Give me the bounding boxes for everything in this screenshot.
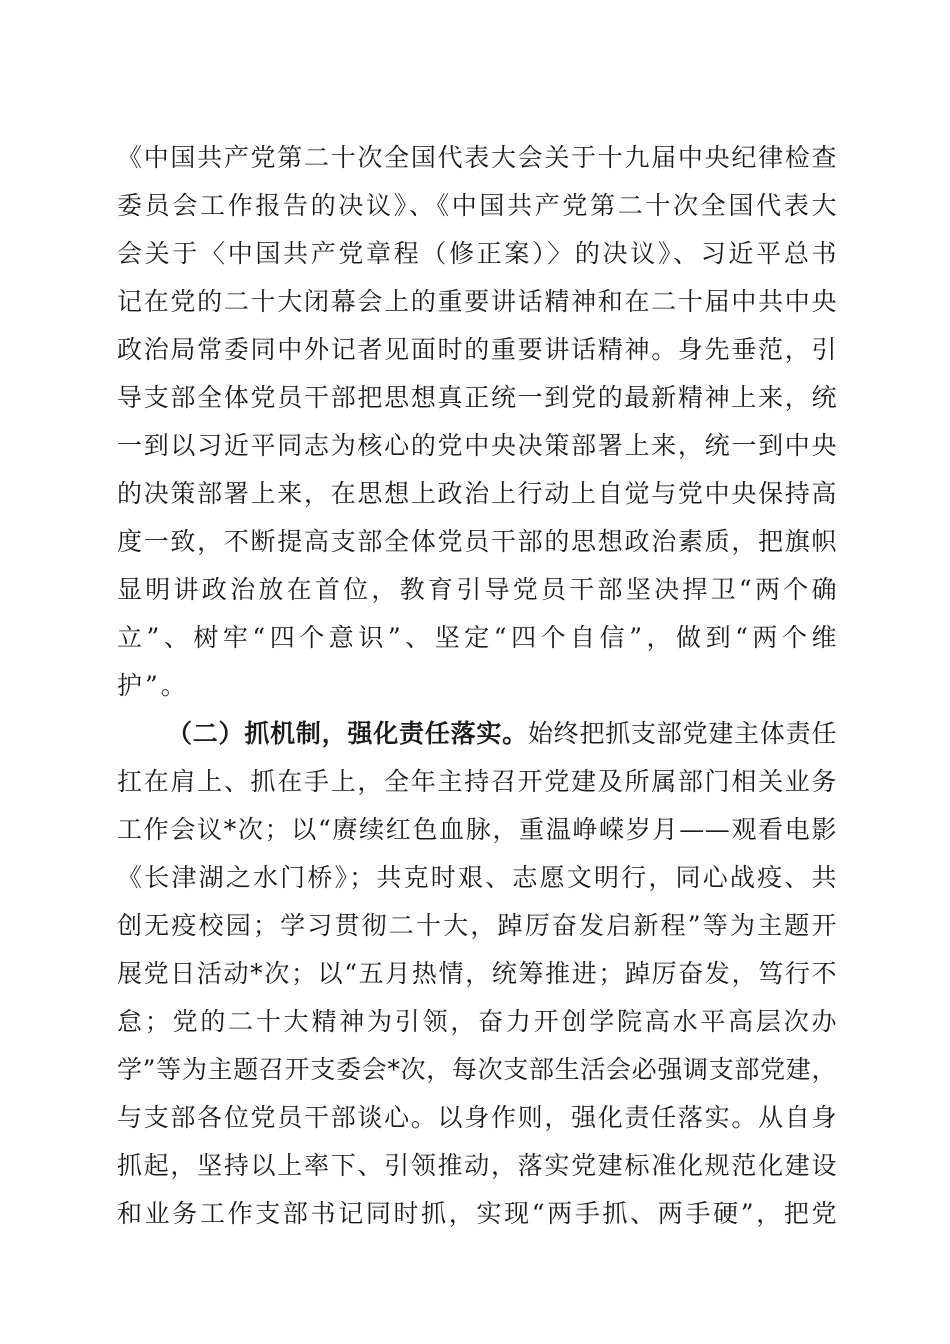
paragraph-line: 怠；党的二十大精神为引领，奋力开创学院高水平高层次办	[117, 1007, 837, 1036]
paragraph-line: 护”。	[117, 671, 189, 700]
section-heading-text: 始终把抓支部党建主体责任	[527, 719, 837, 748]
paragraph-line: 度一致，不断提高支部全体党员干部的思想政治素质，把旗帜	[117, 527, 837, 556]
paragraph-line: 抓起，坚持以上率下、引领推动，落实党建标准化规范化建设	[117, 1151, 837, 1180]
paragraph-line: 政治局常委同中外记者见面时的重要讲话精神。身先垂范，引	[117, 335, 837, 364]
paragraph-line: 学”等为主题召开支委会*次，每次支部生活会必强调支部党建，	[117, 1055, 837, 1084]
paragraph-line: 委员会工作报告的决议》、《中国共产党第二十次全国代表大	[117, 191, 837, 220]
paragraph-line: 一到以习近平同志为核心的党中央决策部署上来，统一到中央	[117, 431, 837, 460]
section-heading-line	[167, 714, 837, 754]
paragraph-line: 扛在肩上、抓在手上，全年主持召开党建及所属部门相关业务	[117, 767, 837, 796]
paragraph-line: 显明讲政治放在首位，教育引导党员干部坚决捍卫“两个确	[117, 575, 837, 604]
paragraph-line: 展党日活动*次；以“五月热情，统筹推进；踔厉奋发，笃行不	[117, 959, 837, 988]
paragraph-line: 会关于〈中国共产党章程（修正案）〉的决议》、习近平总书	[117, 239, 837, 268]
paragraph-line: 与支部各位党员干部谈心。以身作则，强化责任落实。从自身	[117, 1103, 837, 1132]
paragraph-line: 记在党的二十大闭幕会上的重要讲话精神和在二十届中共中央	[117, 287, 837, 316]
paragraph-line: 立”、树牢“四个意识”、坚定“四个自信”，做到“两个维	[117, 623, 837, 652]
section-heading: （二）抓机制，强化责任落实。	[167, 719, 528, 748]
paragraph-line: 导支部全体党员干部把思想真正统一到党的最新精神上来，统	[117, 383, 837, 412]
paragraph-line: 《长津湖之水门桥》；共克时艰、志愿文明行，同心战疫、共	[117, 863, 837, 892]
paragraph-line: 《中国共产党第二十次全国代表大会关于十九届中央纪律检查	[117, 143, 837, 172]
paragraph-line: 工作会议*次；以“赓续红色血脉，重温峥嵘岁月——观看电影	[117, 815, 837, 844]
paragraph-line: 创无疫校园；学习贯彻二十大，踔厉奋发启新程”等为主题开	[117, 911, 837, 940]
paragraph-line: 和业务工作支部书记同时抓，实现“两手抓、两手硬”，把党	[117, 1199, 837, 1228]
paragraph-line: 的决策部署上来，在思想上政治上行动上自觉与党中央保持高	[117, 479, 837, 508]
